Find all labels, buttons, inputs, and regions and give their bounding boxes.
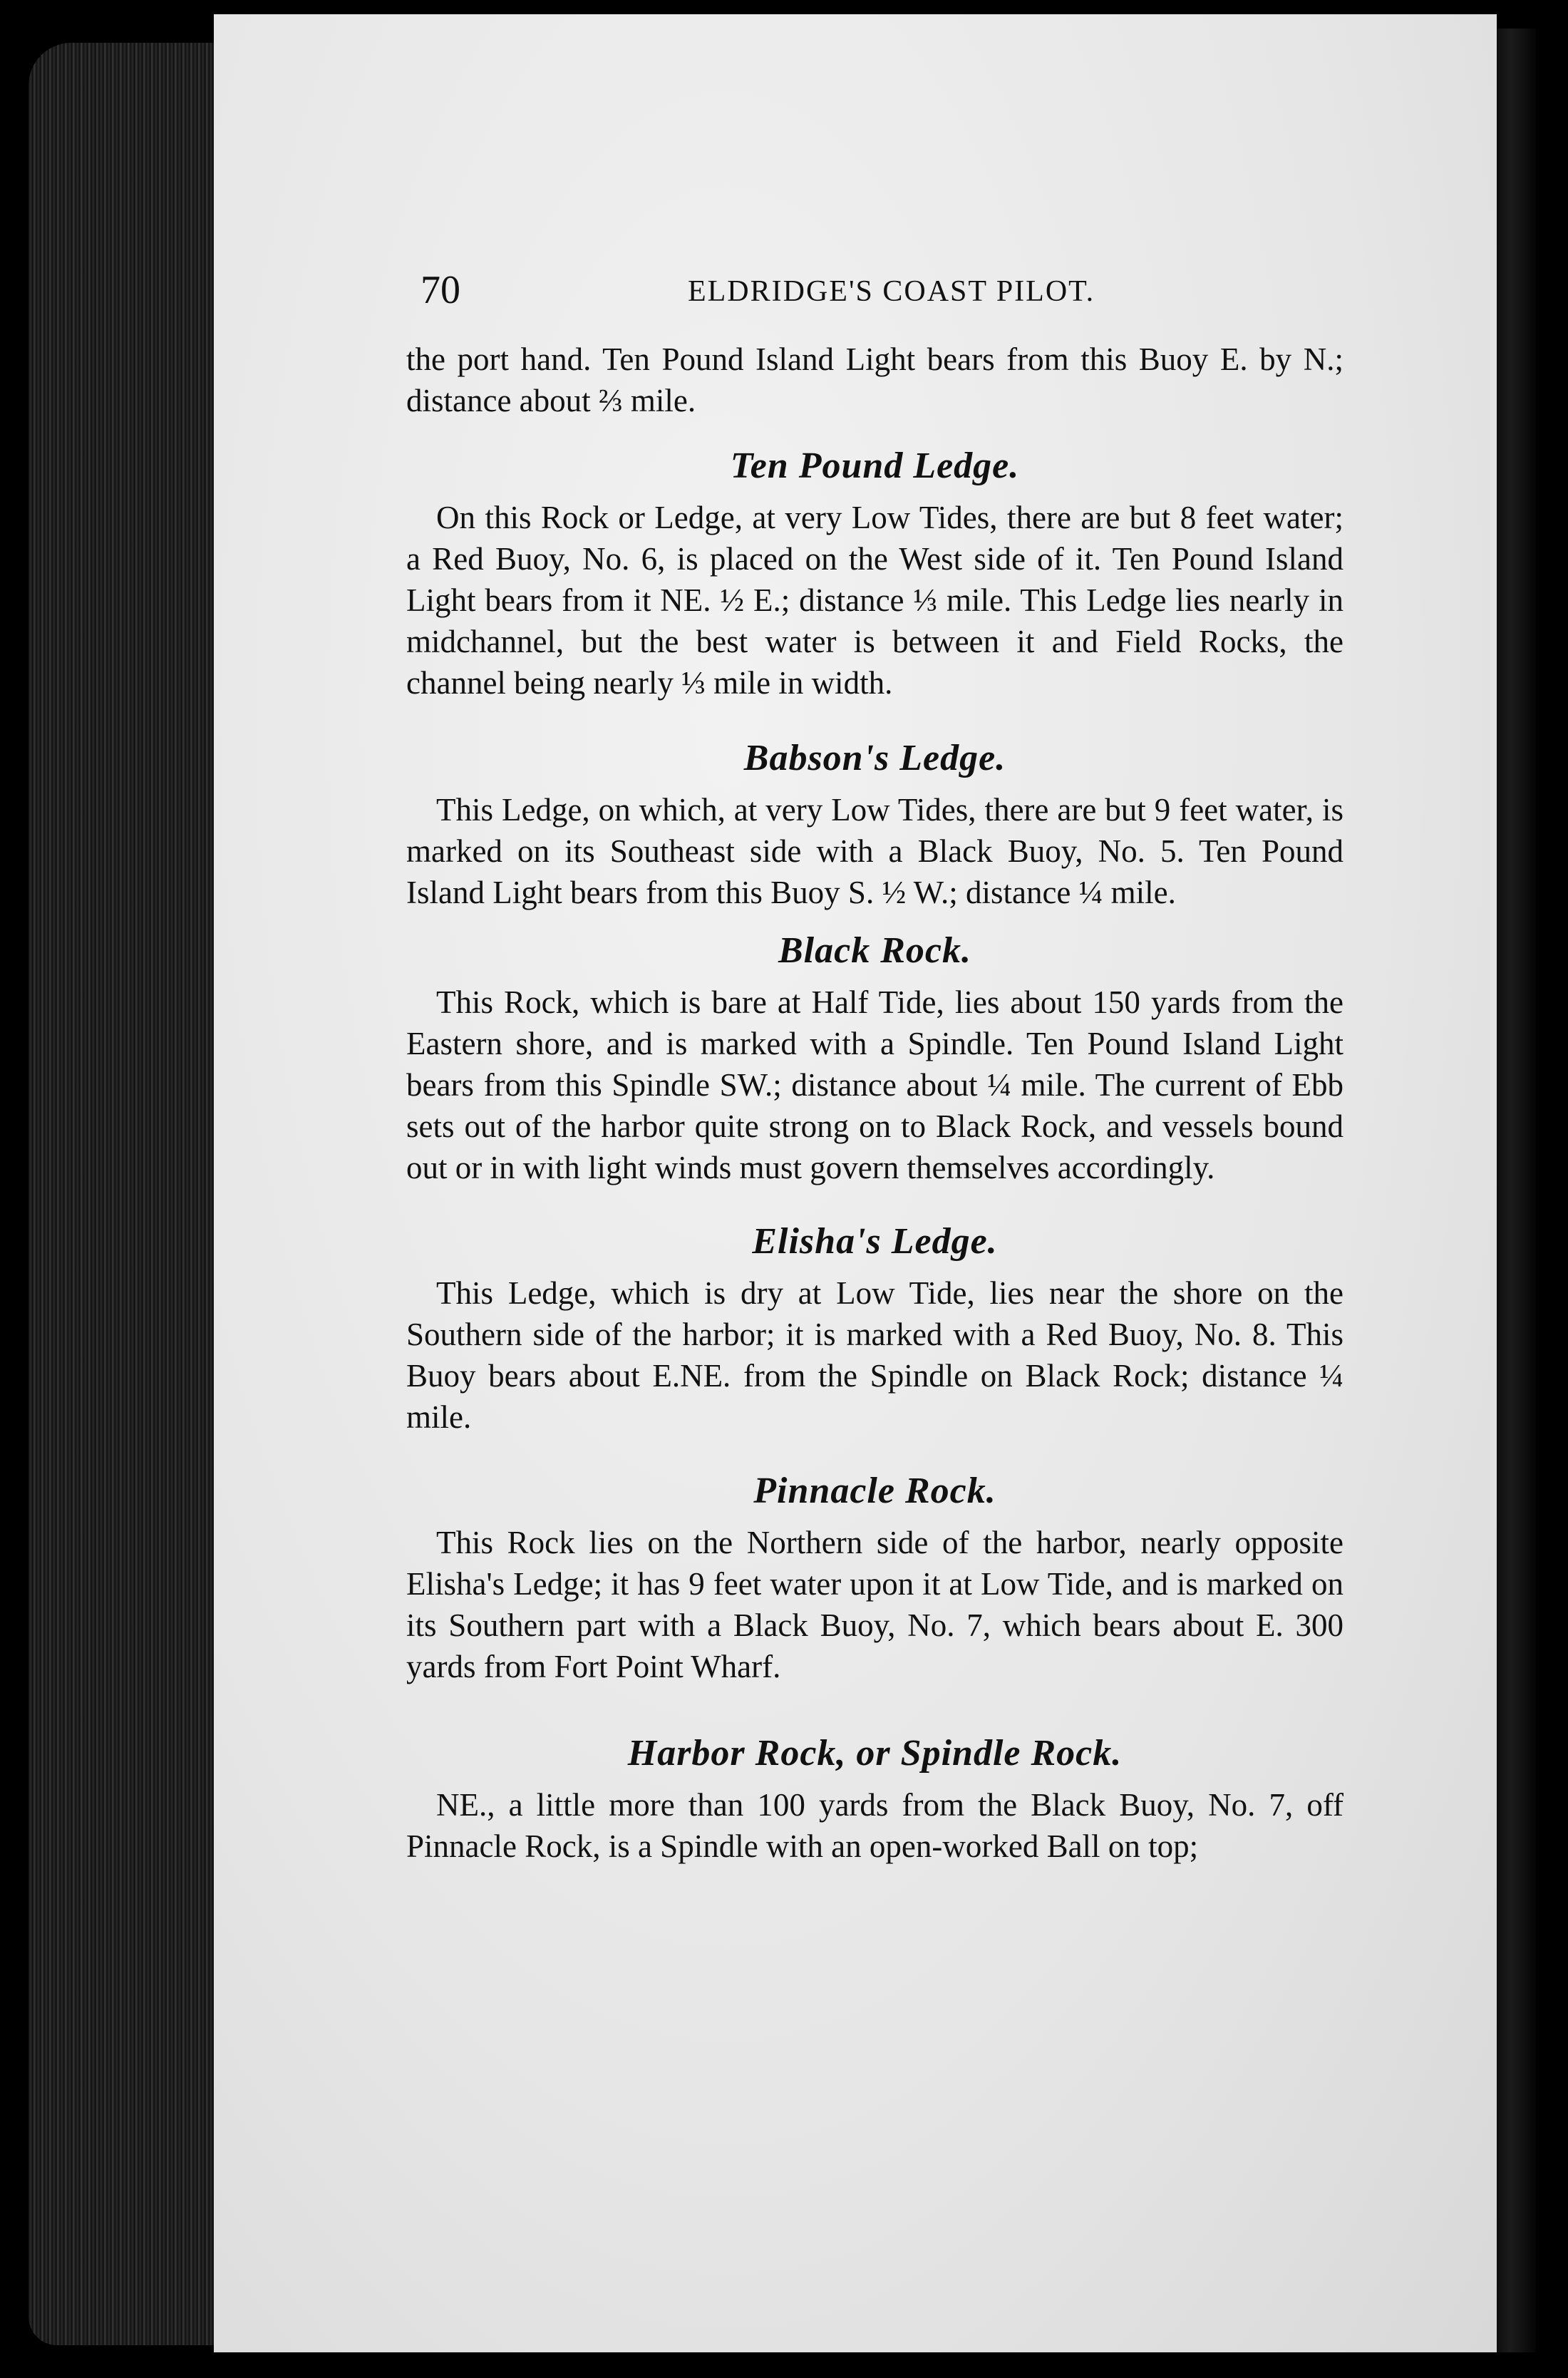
section-text-black-rock: This Rock, which is bare at Half Tide, lies about 150 yards from the Eastern shore, and is marked with a Spindle. Ten Pound Island Light bears from this Spindle SW.; distance about ¼ mile. The current of Ebb sets out of the harbor quite strong on to Black Rock, and vessels bound out or in with light winds must govern themselves accordingly. <box>406 984 1343 1185</box>
section-text-elishas-ledge: This Ledge, which is dry at Low Tide, lies near the shore on the Southern side of the harbor; it is marked with a Red Buoy, No. 8. This Buoy bears about E.NE. from the Spindle on Black Rock; distance ¼ mile. <box>406 1275 1343 1435</box>
page-header <box>421 267 1347 317</box>
book-right-edge <box>1493 29 1536 2352</box>
section-heading-elishas-ledge: Elisha's Ledge. <box>752 1221 998 1262</box>
running-title: ELDRIDGE'S COAST PILOT. <box>688 275 1095 308</box>
section-heading-babsons-ledge: Babson's Ledge. <box>743 738 1006 778</box>
book-page-stack <box>29 43 221 2345</box>
book-page <box>214 14 1497 2352</box>
section-heading-harbor-rock: Harbor Rock, or Spindle Rock. <box>627 1733 1123 1774</box>
section-heading-pinnacle-rock: Pinnacle Rock. <box>753 1471 996 1511</box>
page-number: 70 <box>421 268 460 312</box>
section-text-pinnacle-rock: This Rock lies on the Northern side of the harbor, nearly opposite Elisha's Ledge; it has 9 feet water upon it at Low Tide, and is marked on its Southern part with a Black Buoy, No. 7, which bears about E. 300 yards from Fort Point Wharf. <box>406 1525 1343 1684</box>
section-heading-ten-pound-ledge: Ten Pound Ledge. <box>730 446 1020 486</box>
page-content <box>406 339 1343 1867</box>
section-text-ten-pound-ledge: On this Rock or Ledge, at very Low Tides, there are but 8 feet water; a Red Buoy, No. 6, is placed on the West side of it. Ten Pound Island Light bears from it NE. ½ E.; distance ⅓ mile. This Ledge lies nearly in midchannel, but the best water is between it and Field Rocks, the channel being nearly ⅓ mile in width. <box>406 500 1343 701</box>
section-text-babsons-ledge: This Ledge, on which, at very Low Tides, there are but 9 feet water, is marked on its Southeast side with a Black Buoy, No. 5. Ten Pound Island Light bears from this Buoy S. ½ W.; distance ¼ mile. <box>406 792 1343 910</box>
section-text-harbor-rock: NE., a little more than 100 yards from the Black Buoy, No. 7, off Pinnacle Rock, is a Spindle with an open-worked Ball on top; <box>406 1787 1343 1864</box>
section-heading-black-rock: Black Rock. <box>778 930 971 971</box>
intro-paragraph: the port hand. Ten Pound Island Light bears from this Buoy E. by N.; distance about ⅔ mile. <box>406 341 1343 418</box>
